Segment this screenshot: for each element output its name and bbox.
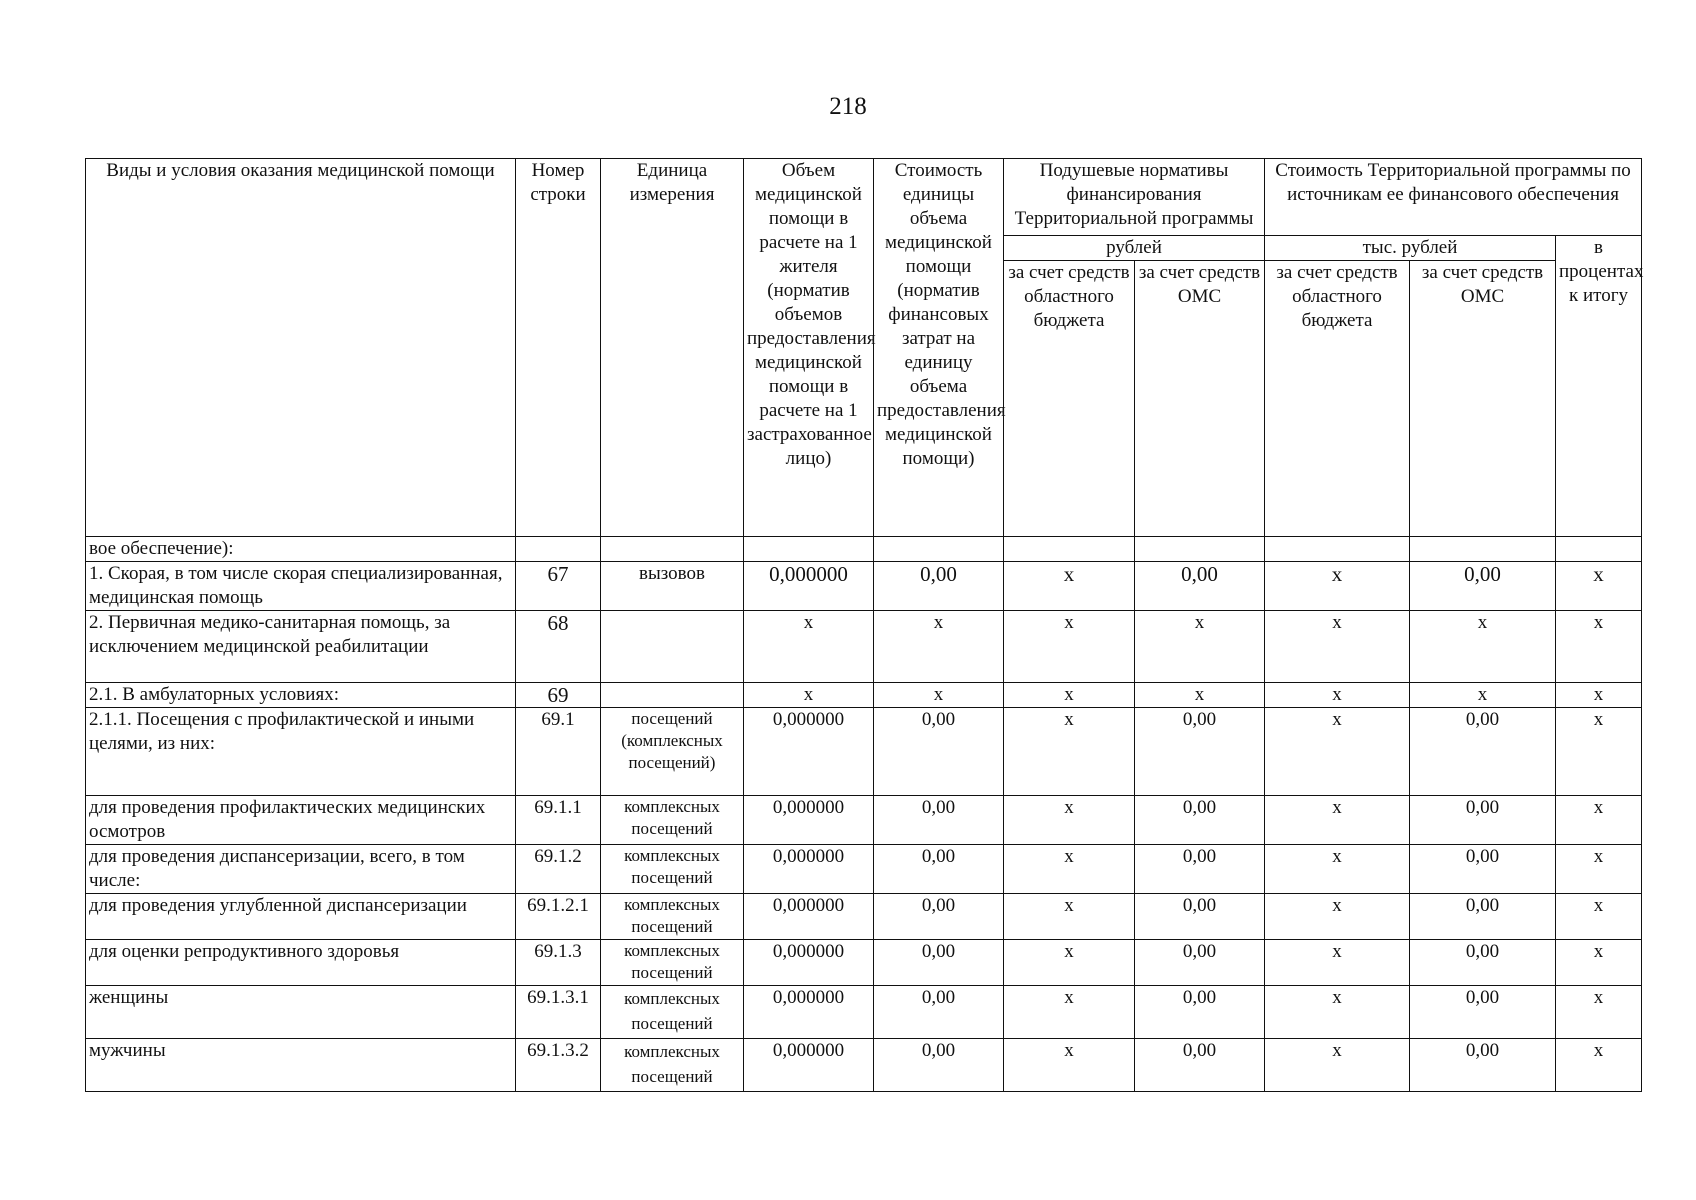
cell-volume: x [744, 683, 874, 708]
cell-pc-budget: x [1004, 1039, 1135, 1092]
cell-cost: 0,00 [874, 940, 1004, 986]
cell-unit: комплексных посещений [601, 1039, 744, 1092]
cell-cost: 0,00 [874, 796, 1004, 845]
cell-pc-budget: x [1004, 940, 1135, 986]
table-row [86, 845, 1642, 894]
table-row [86, 562, 1642, 611]
table-row [86, 796, 1642, 845]
cell-pc-oms: 0,00 [1135, 986, 1265, 1039]
cell-volume: 0,000000 [744, 986, 874, 1039]
header-percent: в процентах к итогу [1556, 236, 1642, 537]
cell-cost-budget: x [1265, 894, 1410, 940]
table-row [86, 537, 1642, 562]
header-pc-oms: за счет средств ОМС [1135, 261, 1265, 537]
header-unit-rub: рублей [1004, 236, 1265, 261]
header-unit: Единица измерения [601, 159, 744, 537]
header-unit-cost: Стоимость единицы объема медицинской помощи (норматив финансовых затрат на единицу объема предоставления медицинской помощи) [874, 159, 1004, 537]
cell-percent: x [1556, 986, 1642, 1039]
table-row [86, 708, 1642, 796]
cell-pc-oms: 0,00 [1135, 940, 1265, 986]
cell-cost-budget: x [1265, 562, 1410, 611]
cell-pc-budget: x [1004, 894, 1135, 940]
header-program-cost: Стоимость Территориальной программы по источникам ее финансового обеспечения [1265, 159, 1642, 236]
table-row [86, 894, 1642, 940]
cell-num: 68 [516, 611, 601, 683]
cell-num: 69.1.1 [516, 796, 601, 845]
cell-cost: 0,00 [874, 1039, 1004, 1092]
cell-cost-oms: x [1410, 611, 1556, 683]
cell-num: 69 [516, 683, 601, 708]
header-unit-thous-rub: тыс. рублей [1265, 236, 1556, 261]
header-volume: Объем медицинской помощи в расчете на 1 жителя (норматив объемов предоставления медицинской помощи в расчете на 1 застрахованное лицо) [744, 159, 874, 537]
cell-unit: комплексных посещений [601, 986, 744, 1039]
cell-cost-oms: 0,00 [1410, 796, 1556, 845]
table-row [86, 683, 1642, 708]
cell-cost-budget: x [1265, 940, 1410, 986]
cell-cost-budget: x [1265, 796, 1410, 845]
cell-kind: женщины [86, 986, 516, 1039]
cell-pc-oms: x [1135, 683, 1265, 708]
financing-table [85, 158, 1642, 1092]
cell-cost-oms: 0,00 [1410, 845, 1556, 894]
cell-percent: x [1556, 796, 1642, 845]
cell-num: 69.1.2 [516, 845, 601, 894]
cell-unit: посещений (комплексных посещений) [601, 708, 744, 796]
cell-unit: комплексных посещений [601, 796, 744, 845]
cell-num: 69.1.3 [516, 940, 601, 986]
cell-num: 69.1 [516, 708, 601, 796]
cell-kind: вое обеспечение): [86, 537, 516, 562]
cell-pc-oms: x [1135, 611, 1265, 683]
cell-volume: 0,000000 [744, 940, 874, 986]
cell-kind: для проведения профилактических медицинских осмотров [86, 796, 516, 845]
cell-cost: 0,00 [874, 986, 1004, 1039]
cell-pc-budget: x [1004, 845, 1135, 894]
cell-cost-budget: x [1265, 845, 1410, 894]
cell-cost-oms: 0,00 [1410, 1039, 1556, 1092]
cell-pc-oms [1135, 537, 1265, 562]
cell-num [516, 537, 601, 562]
cell-cost-oms: 0,00 [1410, 562, 1556, 611]
table-row [86, 940, 1642, 986]
table-row [86, 1039, 1642, 1092]
cell-pc-budget [1004, 537, 1135, 562]
cell-pc-budget: x [1004, 986, 1135, 1039]
cell-num: 67 [516, 562, 601, 611]
cell-percent: x [1556, 940, 1642, 986]
cell-kind: 2. Первичная медико-санитарная помощь, за исключением медицинской реабилитации [86, 611, 516, 683]
cell-cost: x [874, 611, 1004, 683]
cell-cost: 0,00 [874, 845, 1004, 894]
cell-cost-budget: x [1265, 683, 1410, 708]
cell-pc-budget: x [1004, 708, 1135, 796]
cell-unit: комплексных посещений [601, 940, 744, 986]
cell-cost: 0,00 [874, 894, 1004, 940]
cell-cost-budget: x [1265, 1039, 1410, 1092]
cell-cost-budget [1265, 537, 1410, 562]
cell-cost-oms: 0,00 [1410, 708, 1556, 796]
cell-pc-budget: x [1004, 611, 1135, 683]
cell-cost-oms: 0,00 [1410, 986, 1556, 1039]
cell-pc-budget: x [1004, 683, 1135, 708]
cell-pc-oms: 0,00 [1135, 845, 1265, 894]
cell-cost: 0,00 [874, 562, 1004, 611]
cell-cost-oms: 0,00 [1410, 894, 1556, 940]
cell-pc-oms: 0,00 [1135, 562, 1265, 611]
cell-kind: 1. Скорая, в том числе скорая специализированная, медицинская помощь [86, 562, 516, 611]
table-header [86, 159, 1642, 537]
table-row [86, 611, 1642, 683]
cell-kind: для проведения углубленной диспансеризации [86, 894, 516, 940]
cell-volume: 0,000000 [744, 708, 874, 796]
cell-pc-budget: x [1004, 796, 1135, 845]
header-cost-oms: за счет средств ОМС [1410, 261, 1556, 537]
cell-pc-oms: 0,00 [1135, 708, 1265, 796]
cell-volume [744, 537, 874, 562]
cell-percent: x [1556, 683, 1642, 708]
cell-num: 69.1.2.1 [516, 894, 601, 940]
cell-cost-oms: 0,00 [1410, 940, 1556, 986]
cell-volume: 0,000000 [744, 562, 874, 611]
cell-num: 69.1.3.1 [516, 986, 601, 1039]
cell-cost [874, 537, 1004, 562]
cell-num: 69.1.3.2 [516, 1039, 601, 1092]
header-pc-regional-budget: за счет средств областного бюджета [1004, 261, 1135, 537]
header-kinds: Виды и условия оказания медицинской помощи [86, 159, 516, 537]
cell-pc-oms: 0,00 [1135, 894, 1265, 940]
cell-percent: x [1556, 562, 1642, 611]
cell-cost-budget: x [1265, 986, 1410, 1039]
cell-cost: x [874, 683, 1004, 708]
header-cost-regional-budget: за счет средств областного бюджета [1265, 261, 1410, 537]
cell-volume: 0,000000 [744, 1039, 874, 1092]
cell-volume: x [744, 611, 874, 683]
cell-unit [601, 683, 744, 708]
cell-unit [601, 537, 744, 562]
table-body [86, 537, 1642, 1092]
cell-percent: x [1556, 1039, 1642, 1092]
cell-kind: 2.1. В амбулаторных условиях: [86, 683, 516, 708]
cell-percent: x [1556, 611, 1642, 683]
cell-cost-budget: x [1265, 611, 1410, 683]
cell-pc-oms: 0,00 [1135, 1039, 1265, 1092]
cell-kind: мужчины [86, 1039, 516, 1092]
header-per-capita: Подушевые нормативы финансирования Территориальной программы [1004, 159, 1265, 236]
header-row-number: Номер строки [516, 159, 601, 537]
cell-cost-oms [1410, 537, 1556, 562]
cell-percent [1556, 537, 1642, 562]
cell-pc-budget: x [1004, 562, 1135, 611]
cell-kind: для оценки репродуктивного здоровья [86, 940, 516, 986]
cell-unit: вызовов [601, 562, 744, 611]
page-number: 218 [829, 93, 867, 120]
cell-percent: x [1556, 894, 1642, 940]
cell-kind: для проведения диспансеризации, всего, в том числе: [86, 845, 516, 894]
cell-volume: 0,000000 [744, 845, 874, 894]
cell-volume: 0,000000 [744, 894, 874, 940]
cell-cost-budget: x [1265, 708, 1410, 796]
cell-unit: комплексных посещений [601, 894, 744, 940]
cell-percent: x [1556, 845, 1642, 894]
cell-unit [601, 611, 744, 683]
cell-cost: 0,00 [874, 708, 1004, 796]
cell-volume: 0,000000 [744, 796, 874, 845]
cell-cost-oms: x [1410, 683, 1556, 708]
cell-unit: комплексных посещений [601, 845, 744, 894]
cell-percent: x [1556, 708, 1642, 796]
cell-pc-oms: 0,00 [1135, 796, 1265, 845]
cell-kind: 2.1.1. Посещения с профилактической и иными целями, из них: [86, 708, 516, 796]
table-row [86, 986, 1642, 1039]
